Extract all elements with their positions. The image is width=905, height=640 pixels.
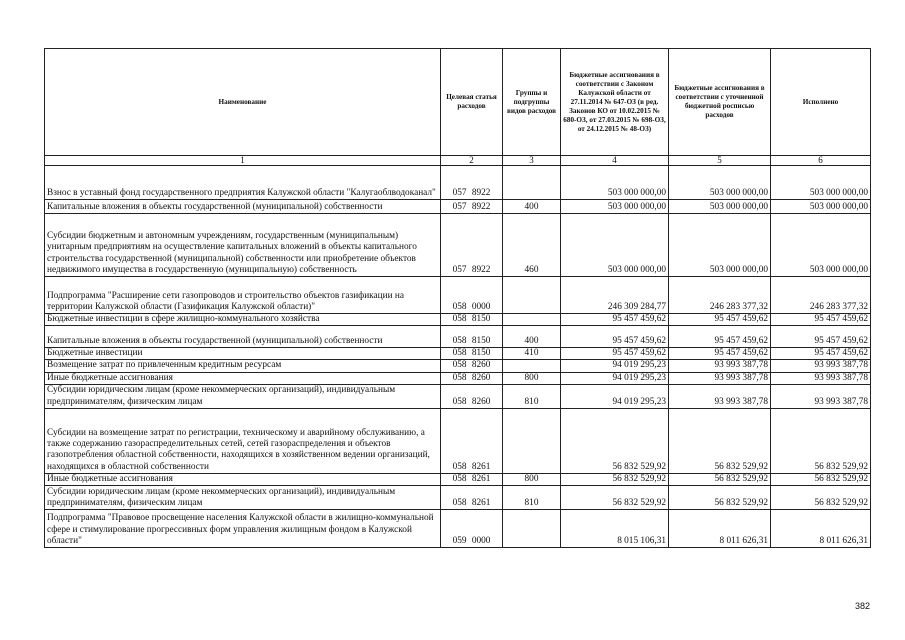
- row-executed-cell: 95 457 459,62: [771, 314, 871, 326]
- row-target-code-cell: 058 8261: [441, 408, 503, 473]
- header-clarified-allocations: Бюджетные ассигнования в соответствии с уточненной бюджетной росписью расходов: [669, 49, 771, 156]
- row-law-allocation-cell: 95 457 459,62: [561, 348, 669, 360]
- row-clarified-allocation-cell: 95 457 459,62: [669, 326, 771, 348]
- header-law-allocations: Бюджетные ассигнования в соответствии с Законом Калужской области от 27.11.2014 № 647-ОЗ (в ред. Законов КО от 10.02.2015 № 680-ОЗ, от 27.03.2015 № 698-ОЗ, от 24.12.2015 № 48-ОЗ): [561, 49, 669, 156]
- row-law-allocation-cell: 94 019 295,23: [561, 372, 669, 384]
- row-executed-cell: 8 011 626,31: [771, 510, 871, 548]
- row-clarified-allocation-cell: 503 000 000,00: [669, 200, 771, 214]
- row-law-allocation-cell: 94 019 295,23: [561, 384, 669, 408]
- table-row: [45, 348, 871, 360]
- row-clarified-allocation-cell: 246 283 377,32: [669, 277, 771, 314]
- row-executed-cell: 93 993 387,78: [771, 372, 871, 384]
- row-expense-group-cell: 810: [503, 384, 561, 408]
- budget-table: [44, 48, 871, 548]
- row-expense-group-cell: 800: [503, 473, 561, 485]
- document-sheet: [44, 48, 870, 548]
- row-executed-cell: 93 993 387,78: [771, 384, 871, 408]
- row-executed-cell: 56 832 529,92: [771, 486, 871, 510]
- table-row: [45, 473, 871, 485]
- row-clarified-allocation-cell: 56 832 529,92: [669, 486, 771, 510]
- row-executed-cell: 56 832 529,92: [771, 408, 871, 473]
- row-law-allocation-cell: 56 832 529,92: [561, 408, 669, 473]
- table-row: [45, 510, 871, 548]
- table-row: [45, 486, 871, 510]
- row-name-cell: Бюджетные инвестиции: [45, 348, 441, 360]
- row-expense-group-cell: [503, 314, 561, 326]
- row-target-code-cell: 058 8260: [441, 384, 503, 408]
- column-number-row: [45, 156, 871, 166]
- row-law-allocation-cell: 503 000 000,00: [561, 214, 669, 277]
- table-row: [45, 314, 871, 326]
- row-expense-group-cell: 810: [503, 486, 561, 510]
- row-name-cell: Взнос в уставный фонд государственного предприятия Калужской области "Калугаоблводоканал": [45, 166, 441, 200]
- row-executed-cell: 246 283 377,32: [771, 277, 871, 314]
- row-name-cell: Субсидии на возмещение затрат по регистрации, техническому и аварийному обслуживанию, а также содержанию газораспределительных сетей, сетей газораспределения и объектов газопотребления областной собственности, находящихся в хозяйственном ведении организаций, находящихся в областной собственности: [45, 408, 441, 473]
- row-clarified-allocation-cell: 56 832 529,92: [669, 473, 771, 485]
- column-number: 1: [45, 156, 441, 166]
- header-executed: Исполнено: [771, 49, 871, 156]
- row-clarified-allocation-cell: 93 993 387,78: [669, 360, 771, 372]
- row-name-cell: Подпрограмма "Правовое просвещение населения Калужской области в жилищно-коммунальной сфере и стимулирование прогрессивных форм управления жилищным фондом в Калужской области": [45, 510, 441, 548]
- row-name-cell: Возмещение затрат по привлеченным кредитным ресурсам: [45, 360, 441, 372]
- table-row: [45, 384, 871, 408]
- table-header: [45, 49, 871, 166]
- row-law-allocation-cell: 8 015 106,31: [561, 510, 669, 548]
- row-target-code-cell: 057 8922: [441, 166, 503, 200]
- row-name-cell: Бюджетные инвестиции в сфере жилищно-коммунального хозяйства: [45, 314, 441, 326]
- row-clarified-allocation-cell: 503 000 000,00: [669, 214, 771, 277]
- row-expense-group-cell: 800: [503, 372, 561, 384]
- row-target-code-cell: 058 8261: [441, 473, 503, 485]
- row-expense-group-cell: [503, 166, 561, 200]
- row-law-allocation-cell: 94 019 295,23: [561, 360, 669, 372]
- row-target-code-cell: 057 8922: [441, 214, 503, 277]
- row-expense-group-cell: [503, 408, 561, 473]
- row-target-code-cell: 058 8260: [441, 360, 503, 372]
- row-name-cell: Субсидии юридическим лицам (кроме некоммерческих организаций), индивидуальным предпринимателям, физическим лицам: [45, 486, 441, 510]
- row-clarified-allocation-cell: 8 011 626,31: [669, 510, 771, 548]
- row-name-cell: Капитальные вложения в объекты государственной (муниципальной) собственности: [45, 200, 441, 214]
- table-body: [45, 166, 871, 548]
- row-executed-cell: 503 000 000,00: [771, 214, 871, 277]
- table-row: [45, 200, 871, 214]
- column-number: 4: [561, 156, 669, 166]
- row-clarified-allocation-cell: 56 832 529,92: [669, 408, 771, 473]
- row-target-code-cell: 058 8150: [441, 314, 503, 326]
- header-target-article: Целевая статья расходов: [441, 49, 503, 156]
- row-target-code-cell: 058 8260: [441, 372, 503, 384]
- row-target-code-cell: 058 8150: [441, 326, 503, 348]
- row-executed-cell: 95 457 459,62: [771, 348, 871, 360]
- table-row: [45, 408, 871, 473]
- row-expense-group-cell: [503, 360, 561, 372]
- row-name-cell: Субсидии бюджетным и автономным учреждениям, государственным (муниципальным) унитарным предприятиям на осуществление капитальных вложений в объекты капитального строительства государственной (муниципальной) собственности или приобретение объектов недвижимого имущества в государственную (муниципальную) собственность: [45, 214, 441, 277]
- row-expense-group-cell: 460: [503, 214, 561, 277]
- page-number: 382: [854, 601, 870, 611]
- row-name-cell: Иные бюджетные ассигнования: [45, 372, 441, 384]
- row-expense-group-cell: [503, 277, 561, 314]
- row-law-allocation-cell: 503 000 000,00: [561, 200, 669, 214]
- row-law-allocation-cell: 95 457 459,62: [561, 326, 669, 348]
- row-clarified-allocation-cell: 503 000 000,00: [669, 166, 771, 200]
- row-expense-group-cell: [503, 510, 561, 548]
- table-row: [45, 166, 871, 200]
- row-executed-cell: 93 993 387,78: [771, 360, 871, 372]
- row-clarified-allocation-cell: 93 993 387,78: [669, 372, 771, 384]
- table-row: [45, 326, 871, 348]
- table-row: [45, 372, 871, 384]
- row-law-allocation-cell: 56 832 529,92: [561, 486, 669, 510]
- row-executed-cell: 95 457 459,62: [771, 326, 871, 348]
- row-executed-cell: 503 000 000,00: [771, 200, 871, 214]
- row-law-allocation-cell: 56 832 529,92: [561, 473, 669, 485]
- table-row: [45, 277, 871, 314]
- row-expense-group-cell: 400: [503, 326, 561, 348]
- row-expense-group-cell: 410: [503, 348, 561, 360]
- header-name: Наименование: [45, 49, 441, 156]
- row-target-code-cell: 058 8150: [441, 348, 503, 360]
- row-law-allocation-cell: 95 457 459,62: [561, 314, 669, 326]
- table-row: [45, 214, 871, 277]
- row-executed-cell: 56 832 529,92: [771, 473, 871, 485]
- row-target-code-cell: 059 0000: [441, 510, 503, 548]
- row-name-cell: Иные бюджетные ассигнования: [45, 473, 441, 485]
- column-number: 2: [441, 156, 503, 166]
- row-target-code-cell: 057 8922: [441, 200, 503, 214]
- column-number: 3: [503, 156, 561, 166]
- row-clarified-allocation-cell: 93 993 387,78: [669, 384, 771, 408]
- row-law-allocation-cell: 503 000 000,00: [561, 166, 669, 200]
- row-name-cell: Подпрограмма "Расширение сети газопроводов и строительство объектов газификации на территории Калужской области (Газификация Калужской области)": [45, 277, 441, 314]
- header-expense-group: Группы и подгруппы видов расходов: [503, 49, 561, 156]
- column-number: 6: [771, 156, 871, 166]
- row-expense-group-cell: 400: [503, 200, 561, 214]
- row-clarified-allocation-cell: 95 457 459,62: [669, 348, 771, 360]
- row-clarified-allocation-cell: 95 457 459,62: [669, 314, 771, 326]
- row-executed-cell: 503 000 000,00: [771, 166, 871, 200]
- row-law-allocation-cell: 246 309 284,77: [561, 277, 669, 314]
- row-target-code-cell: 058 0000: [441, 277, 503, 314]
- table-row: [45, 360, 871, 372]
- column-number: 5: [669, 156, 771, 166]
- row-name-cell: Субсидии юридическим лицам (кроме некоммерческих организаций), индивидуальным предпринимателям, физическим лицам: [45, 384, 441, 408]
- row-target-code-cell: 058 8261: [441, 486, 503, 510]
- row-name-cell: Капитальные вложения в объекты государственной (муниципальной) собственности: [45, 326, 441, 348]
